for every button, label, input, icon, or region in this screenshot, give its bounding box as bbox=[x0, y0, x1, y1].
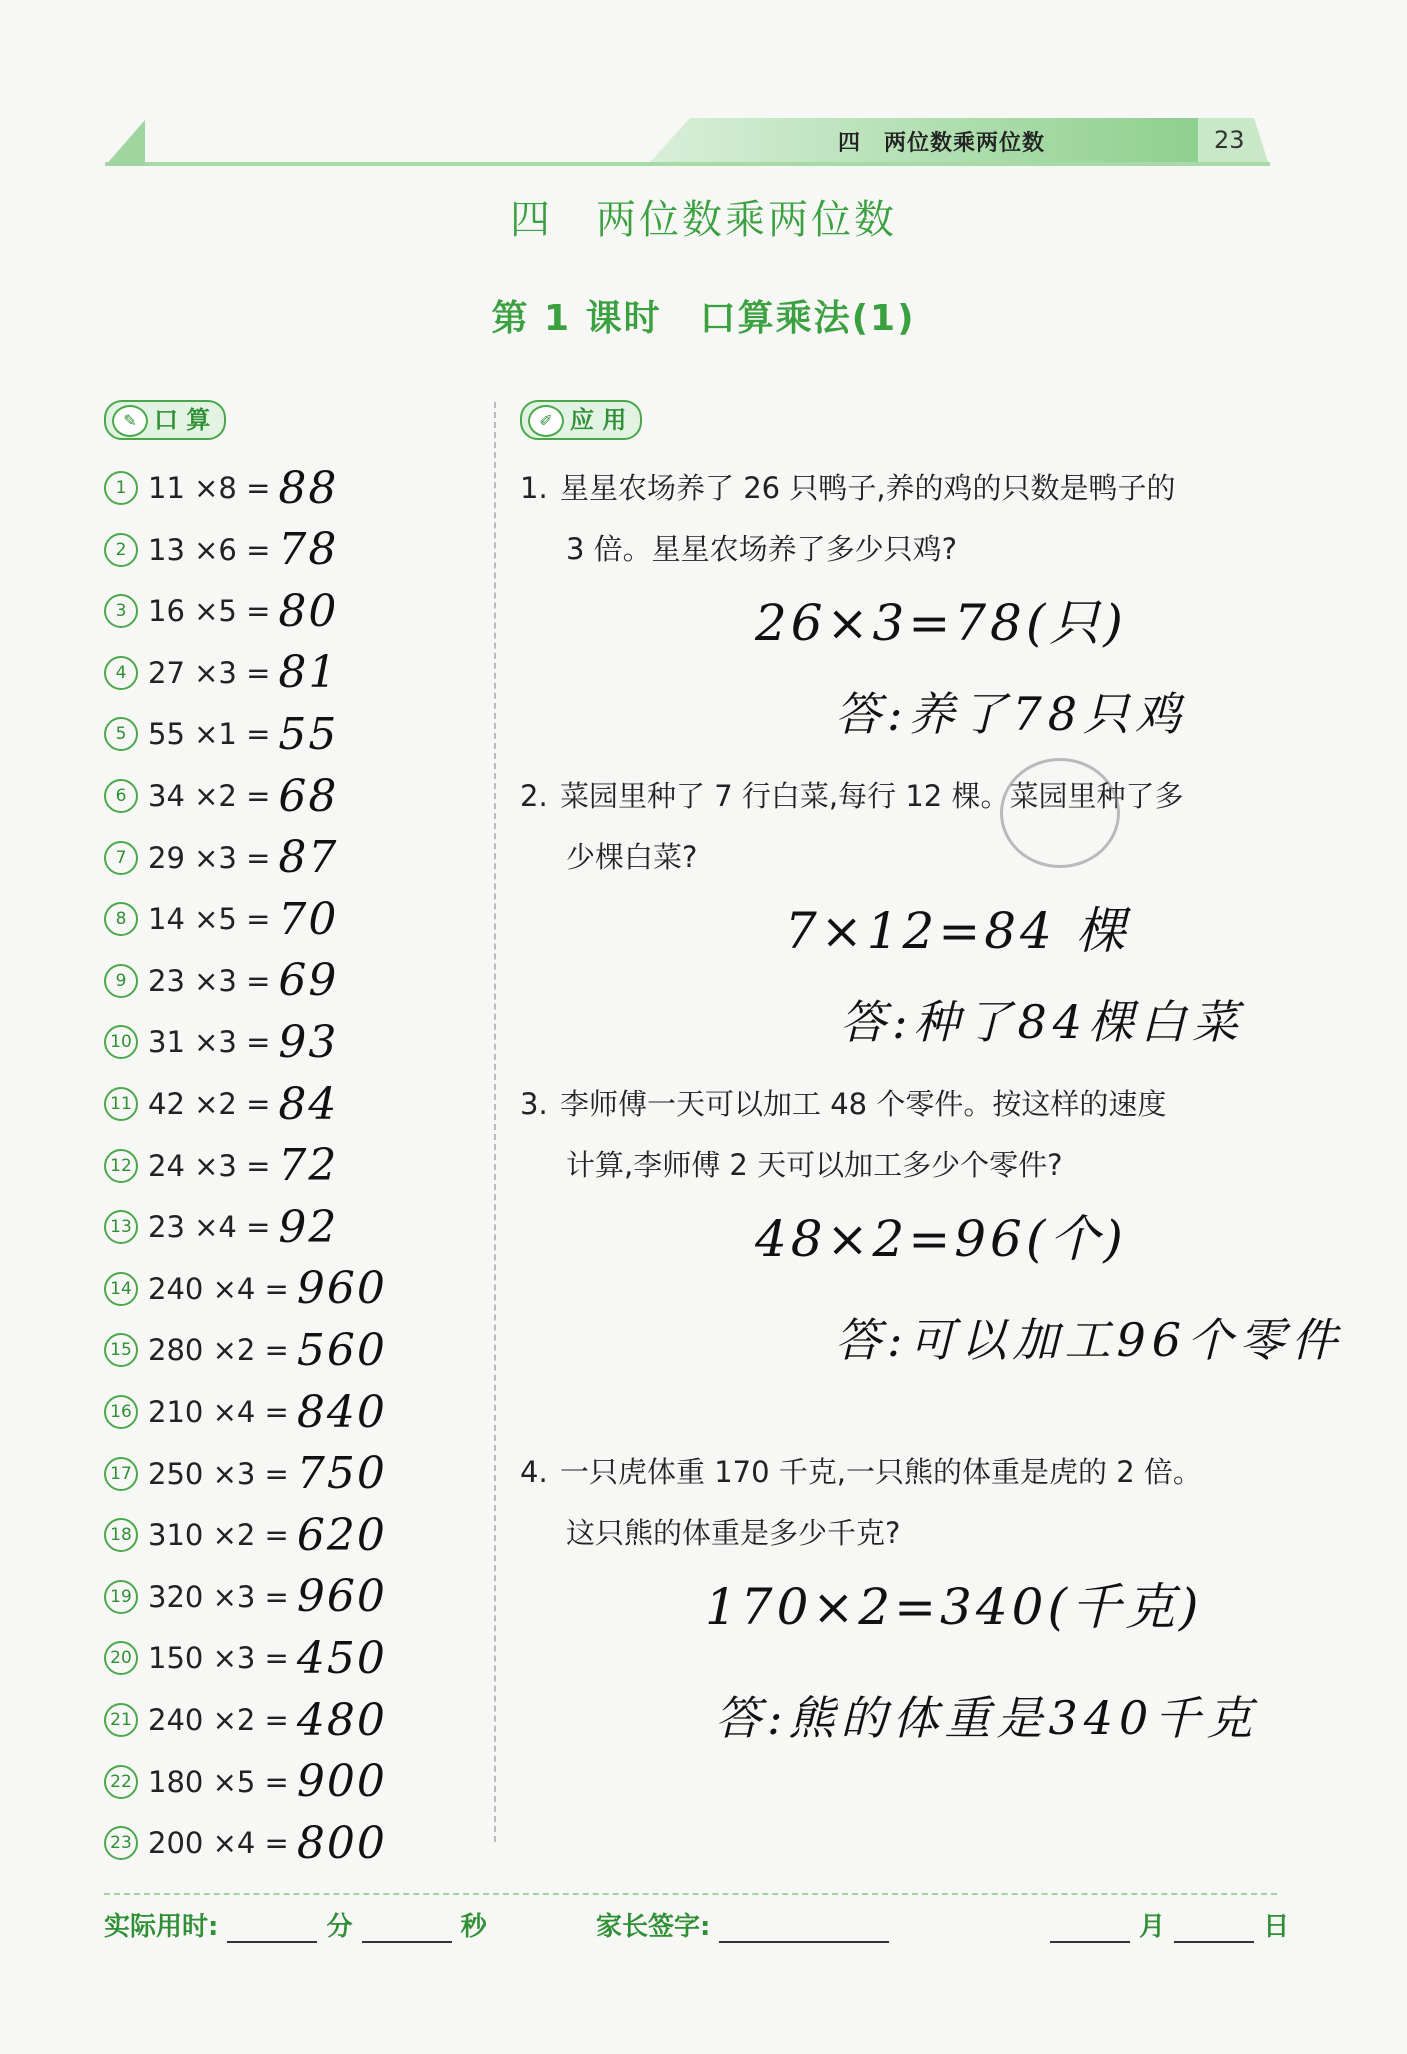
oral-item bbox=[104, 1628, 387, 1688]
oral-item bbox=[104, 1197, 338, 1257]
question-text: 李师傅一天可以加工 48 个零件。按这样的速度 bbox=[560, 1087, 1167, 1121]
handwritten-calculation[interactable]: 26×3=78(只) bbox=[755, 594, 1127, 652]
oral-section-badge bbox=[104, 400, 226, 440]
header-corner-decoration bbox=[105, 120, 145, 166]
handwritten-answer-sentence[interactable]: 答:种了84棵白菜 bbox=[840, 995, 1245, 1049]
day-unit: 日 bbox=[1263, 1912, 1290, 1942]
expression: 210 ×4 = bbox=[148, 1395, 289, 1429]
question-line-1 bbox=[520, 766, 1290, 827]
handwritten-answer[interactable]: 800 bbox=[296, 1817, 387, 1869]
question-line-2: 3 倍。星星农场养了多少只鸡? bbox=[566, 532, 958, 566]
handwritten-answer[interactable]: 840 bbox=[296, 1386, 387, 1438]
handwritten-answer[interactable]: 88 bbox=[278, 462, 339, 514]
item-number: 7 bbox=[104, 841, 138, 875]
oral-item bbox=[104, 1259, 387, 1319]
item-number: 15 bbox=[104, 1333, 138, 1367]
day-blank[interactable] bbox=[1174, 1911, 1254, 1943]
expression: 31 ×3 = bbox=[148, 1025, 271, 1060]
oral-item bbox=[104, 1136, 338, 1196]
handwritten-answer-sentence[interactable]: 答:养了78只鸡 bbox=[835, 687, 1188, 741]
item-number: 2 bbox=[104, 533, 138, 567]
handwritten-calculation[interactable]: 7×12=84 棵 bbox=[785, 902, 1130, 960]
oral-item bbox=[104, 828, 338, 888]
question-1 bbox=[520, 458, 1290, 580]
expression: 29 ×3 = bbox=[148, 840, 271, 875]
minute-blank[interactable] bbox=[227, 1911, 317, 1943]
column-divider bbox=[494, 402, 496, 1842]
oral-item bbox=[104, 1320, 387, 1380]
item-number: 13 bbox=[104, 1210, 138, 1244]
expression: 180 ×5 = bbox=[148, 1764, 289, 1799]
second-unit: 秒 bbox=[460, 1912, 487, 1942]
item-number: 8 bbox=[104, 902, 138, 936]
handwritten-answer[interactable]: 80 bbox=[278, 585, 339, 637]
question-line-2: 计算,李师傅 2 天可以加工多少个零件? bbox=[566, 1148, 1063, 1182]
item-number: 1 bbox=[104, 471, 138, 505]
item-number: 11 bbox=[104, 1087, 138, 1121]
handwritten-answer[interactable]: 450 bbox=[296, 1632, 387, 1684]
expression: 200 ×4 = bbox=[148, 1826, 289, 1861]
oral-item bbox=[104, 1012, 338, 1072]
expression: 250 ×3 = bbox=[148, 1456, 289, 1491]
minute-unit: 分 bbox=[326, 1912, 353, 1942]
question-3 bbox=[520, 1074, 1290, 1196]
question-text: 菜园里种了 7 行白菜,每行 12 棵。菜园里种了多 bbox=[560, 779, 1184, 813]
question-number: 2. bbox=[520, 779, 548, 813]
header-rule bbox=[105, 162, 1270, 166]
item-number: 17 bbox=[104, 1457, 138, 1491]
expression: 14 ×5 = bbox=[148, 902, 271, 937]
book-icon: ✐ bbox=[528, 405, 564, 437]
expression: 23 ×3 = bbox=[148, 963, 271, 998]
question-line-1 bbox=[520, 458, 1290, 519]
footer-rule bbox=[104, 1893, 1277, 1895]
item-number: 6 bbox=[104, 779, 138, 813]
item-number: 14 bbox=[104, 1272, 138, 1306]
oral-item bbox=[104, 458, 338, 518]
item-number: 5 bbox=[104, 717, 138, 751]
oral-item bbox=[104, 1567, 387, 1627]
handwritten-answer[interactable]: 92 bbox=[278, 1201, 339, 1253]
stamp-seal bbox=[1000, 758, 1120, 868]
oral-item bbox=[104, 951, 338, 1011]
handwritten-calculation[interactable]: 170×2=340(千克) bbox=[705, 1578, 1203, 1636]
question-line-2: 少棵白菜? bbox=[566, 840, 698, 874]
item-number: 9 bbox=[104, 964, 138, 998]
question-2 bbox=[520, 766, 1290, 888]
second-blank[interactable] bbox=[362, 1911, 452, 1943]
watermark bbox=[360, 1210, 442, 1314]
expression: 24 ×3 = bbox=[148, 1148, 271, 1183]
expression: 240 ×2 = bbox=[148, 1703, 289, 1737]
item-number: 16 bbox=[104, 1395, 138, 1429]
oral-item bbox=[104, 766, 338, 826]
handwritten-answer[interactable]: 68 bbox=[278, 770, 339, 822]
question-number: 4. bbox=[520, 1455, 548, 1489]
handwritten-answer[interactable]: 560 bbox=[296, 1324, 387, 1376]
apply-section-label: 应 用 bbox=[570, 406, 627, 434]
header-unit-title: 四 两位数乘两位数 bbox=[838, 131, 1046, 156]
oral-item bbox=[104, 1505, 387, 1565]
item-number: 4 bbox=[104, 656, 138, 690]
expression: 16 ×5 = bbox=[148, 594, 271, 629]
lesson-title: 第 1 课时 口算乘法(1) bbox=[491, 298, 916, 339]
oral-item bbox=[104, 1444, 387, 1504]
handwritten-answer[interactable]: 93 bbox=[278, 1016, 339, 1068]
pencil-icon: ✎ bbox=[112, 405, 148, 437]
question-text: 星星农场养了 26 只鸭子,养的鸡的只数是鸭子的 bbox=[560, 471, 1176, 505]
item-number: 19 bbox=[104, 1580, 138, 1614]
question-4 bbox=[520, 1442, 1290, 1564]
handwritten-answer[interactable]: 84 bbox=[278, 1078, 339, 1130]
oral-item bbox=[104, 1074, 338, 1134]
signature-blank[interactable] bbox=[719, 1911, 889, 1943]
handwritten-answer[interactable]: 55 bbox=[278, 708, 339, 760]
handwritten-answer[interactable]: 81 bbox=[278, 647, 339, 699]
handwritten-answer-sentence[interactable]: 答:可以加工96个零件 bbox=[835, 1313, 1344, 1367]
handwritten-answer[interactable]: 960 bbox=[296, 1263, 387, 1315]
expression: 42 ×2 = bbox=[148, 1087, 271, 1121]
page-number: 23 bbox=[1214, 126, 1245, 154]
expression: 34 ×2 = bbox=[148, 779, 271, 813]
oral-section-label: 口 算 bbox=[154, 406, 211, 434]
oral-item bbox=[104, 1752, 387, 1812]
handwritten-answer[interactable]: 900 bbox=[296, 1756, 387, 1808]
handwritten-answer[interactable]: 620 bbox=[296, 1509, 387, 1561]
chapter-title: 四 两位数乘两位数 bbox=[510, 197, 897, 243]
item-number: 20 bbox=[104, 1641, 138, 1675]
oral-item bbox=[104, 1382, 387, 1442]
item-number: 22 bbox=[104, 1765, 138, 1799]
item-number: 23 bbox=[104, 1826, 138, 1860]
question-number: 3. bbox=[520, 1087, 548, 1121]
expression: 11 ×8 = bbox=[148, 471, 271, 505]
expression: 13 ×6 = bbox=[148, 532, 271, 567]
handwritten-answer[interactable]: 78 bbox=[278, 524, 339, 576]
question-line-2: 这只熊的体重是多少千克? bbox=[566, 1516, 901, 1550]
handwritten-answer[interactable]: 750 bbox=[296, 1448, 387, 1500]
expression: 310 ×2 = bbox=[148, 1518, 289, 1553]
oral-item bbox=[104, 520, 338, 580]
question-line-1 bbox=[520, 1074, 1290, 1135]
parent-signature-field bbox=[596, 1906, 889, 1943]
expression: 280 ×2 = bbox=[148, 1333, 289, 1368]
handwritten-answer[interactable]: 87 bbox=[278, 832, 339, 884]
month-blank[interactable] bbox=[1050, 1911, 1130, 1943]
item-number: 10 bbox=[104, 1025, 138, 1059]
question-line-1 bbox=[520, 1442, 1290, 1503]
expression: 150 ×3 = bbox=[148, 1641, 289, 1676]
question-number: 1. bbox=[520, 471, 548, 505]
oral-item bbox=[104, 1690, 387, 1750]
handwritten-answer[interactable]: 960 bbox=[296, 1571, 387, 1623]
oral-item bbox=[104, 1813, 387, 1873]
oral-item bbox=[104, 704, 338, 764]
handwritten-answer[interactable]: 480 bbox=[296, 1694, 387, 1746]
expression: 23 ×4 = bbox=[148, 1210, 271, 1245]
handwritten-answer-sentence[interactable]: 答:熊的体重是340千克 bbox=[715, 1691, 1259, 1745]
expression: 320 ×3 = bbox=[148, 1579, 289, 1614]
expression: 55 ×1 = bbox=[148, 717, 271, 752]
oral-item bbox=[104, 889, 338, 949]
time-used-label: 实际用时: bbox=[104, 1912, 219, 1942]
month-unit: 月 bbox=[1139, 1912, 1166, 1942]
date-field bbox=[1050, 1906, 1289, 1943]
oral-item bbox=[104, 581, 338, 641]
expression: 27 ×3 = bbox=[148, 655, 271, 690]
expression: 240 ×4 = bbox=[148, 1271, 289, 1306]
time-used-field bbox=[104, 1906, 487, 1943]
item-number: 21 bbox=[104, 1703, 138, 1737]
apply-section-badge bbox=[520, 400, 642, 440]
handwritten-calculation[interactable]: 48×2=96(个) bbox=[755, 1210, 1127, 1268]
oral-item bbox=[104, 643, 338, 703]
question-text: 一只虎体重 170 千克,一只熊的体重是虎的 2 倍。 bbox=[560, 1455, 1202, 1489]
item-number: 12 bbox=[104, 1149, 138, 1183]
item-number: 3 bbox=[104, 594, 138, 628]
parent-signature-label: 家长签字: bbox=[596, 1912, 711, 1942]
handwritten-answer[interactable]: 72 bbox=[278, 1140, 339, 1192]
handwritten-answer[interactable]: 69 bbox=[278, 955, 339, 1007]
item-number: 18 bbox=[104, 1518, 138, 1552]
handwritten-answer[interactable]: 70 bbox=[278, 893, 339, 945]
